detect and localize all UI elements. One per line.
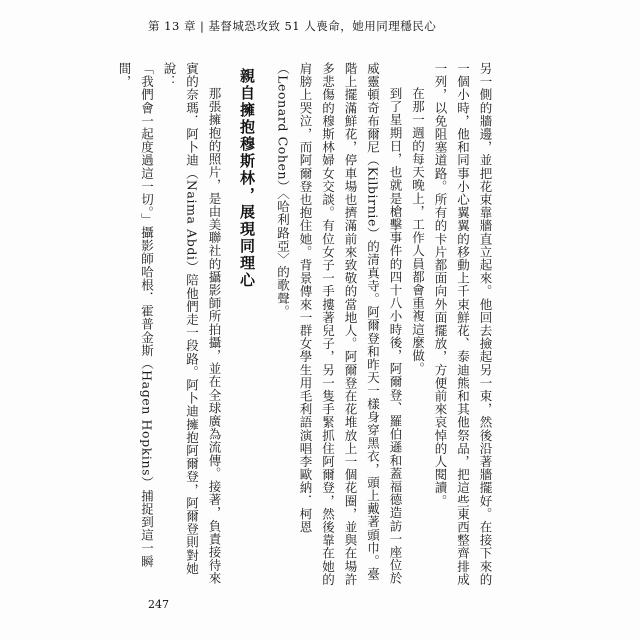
paragraph: 那張擁抱的照片，是由美聯社的攝影師所拍攝，並在全球廣為流傳。接著，負責接待來賓的奈瑪．阿卜迪（Naima Abdi）陪他們走一段路。阿卜迪擁抱阿爾登，阿爾登則對她說： bbox=[162, 62, 222, 585]
paragraph: 到了星期日，也就是槍擊事件的四十八小時後，阿爾登、羅伯遜和蓋福德造訪一座位於威靈頓奇布爾尼（Kilbirnie）的清真寺。阿爾登和昨天一樣身穿黑衣，頭上戴著頭巾。臺階上擺滿鮮花，停車場也擠滿前來致敬的當地人。阿爾登在花堆放上一個花圈，並與在場許多悲傷的穆斯林婦女交談。有位女子一手摟著兒子，另一隻手緊抓住阿爾登，然後靠在她的肩膀上哭泣，而阿爾登也抱住她。背景傳來一群女學生用毛利語演唱李歐納．柯恩（Leonard Cohen）〈哈利路亞〉的歌聲。 bbox=[275, 62, 403, 586]
chapter-title: 基督城恐攻致 51 人喪命，她用同理穩民心 bbox=[208, 19, 437, 33]
page-number: 247 bbox=[148, 598, 169, 611]
header-separator: | bbox=[199, 19, 205, 33]
body-text bbox=[117, 62, 496, 586]
chapter-number: 第 13 章 bbox=[148, 19, 196, 33]
paragraph: 「我們會一起度過這一切。」攝影師哈根．霍普金斯（Hagen Hopkins）捕捉到這一瞬間， bbox=[117, 62, 155, 568]
paragraph: 在那一週的每天晚上，工作人員都會重複這麼做。 bbox=[410, 87, 426, 376]
section-heading: 親自擁抱穆斯林，展現同理心 bbox=[238, 68, 256, 289]
paragraph: 另一側的牆邊，並把花束靠牆直立起來。他回去撿起另一束，然後沿著牆擺好。在接下來的一個小時，他和同事小心翼翼的移動上千束鮮花、泰迪熊和其他祭品，把這些東西整齊排成一列，以免阻塞道路。所有的卡片都面向外面擺放，方便前來哀悼的人閱讀。 bbox=[433, 62, 493, 586]
running-head bbox=[148, 18, 436, 34]
